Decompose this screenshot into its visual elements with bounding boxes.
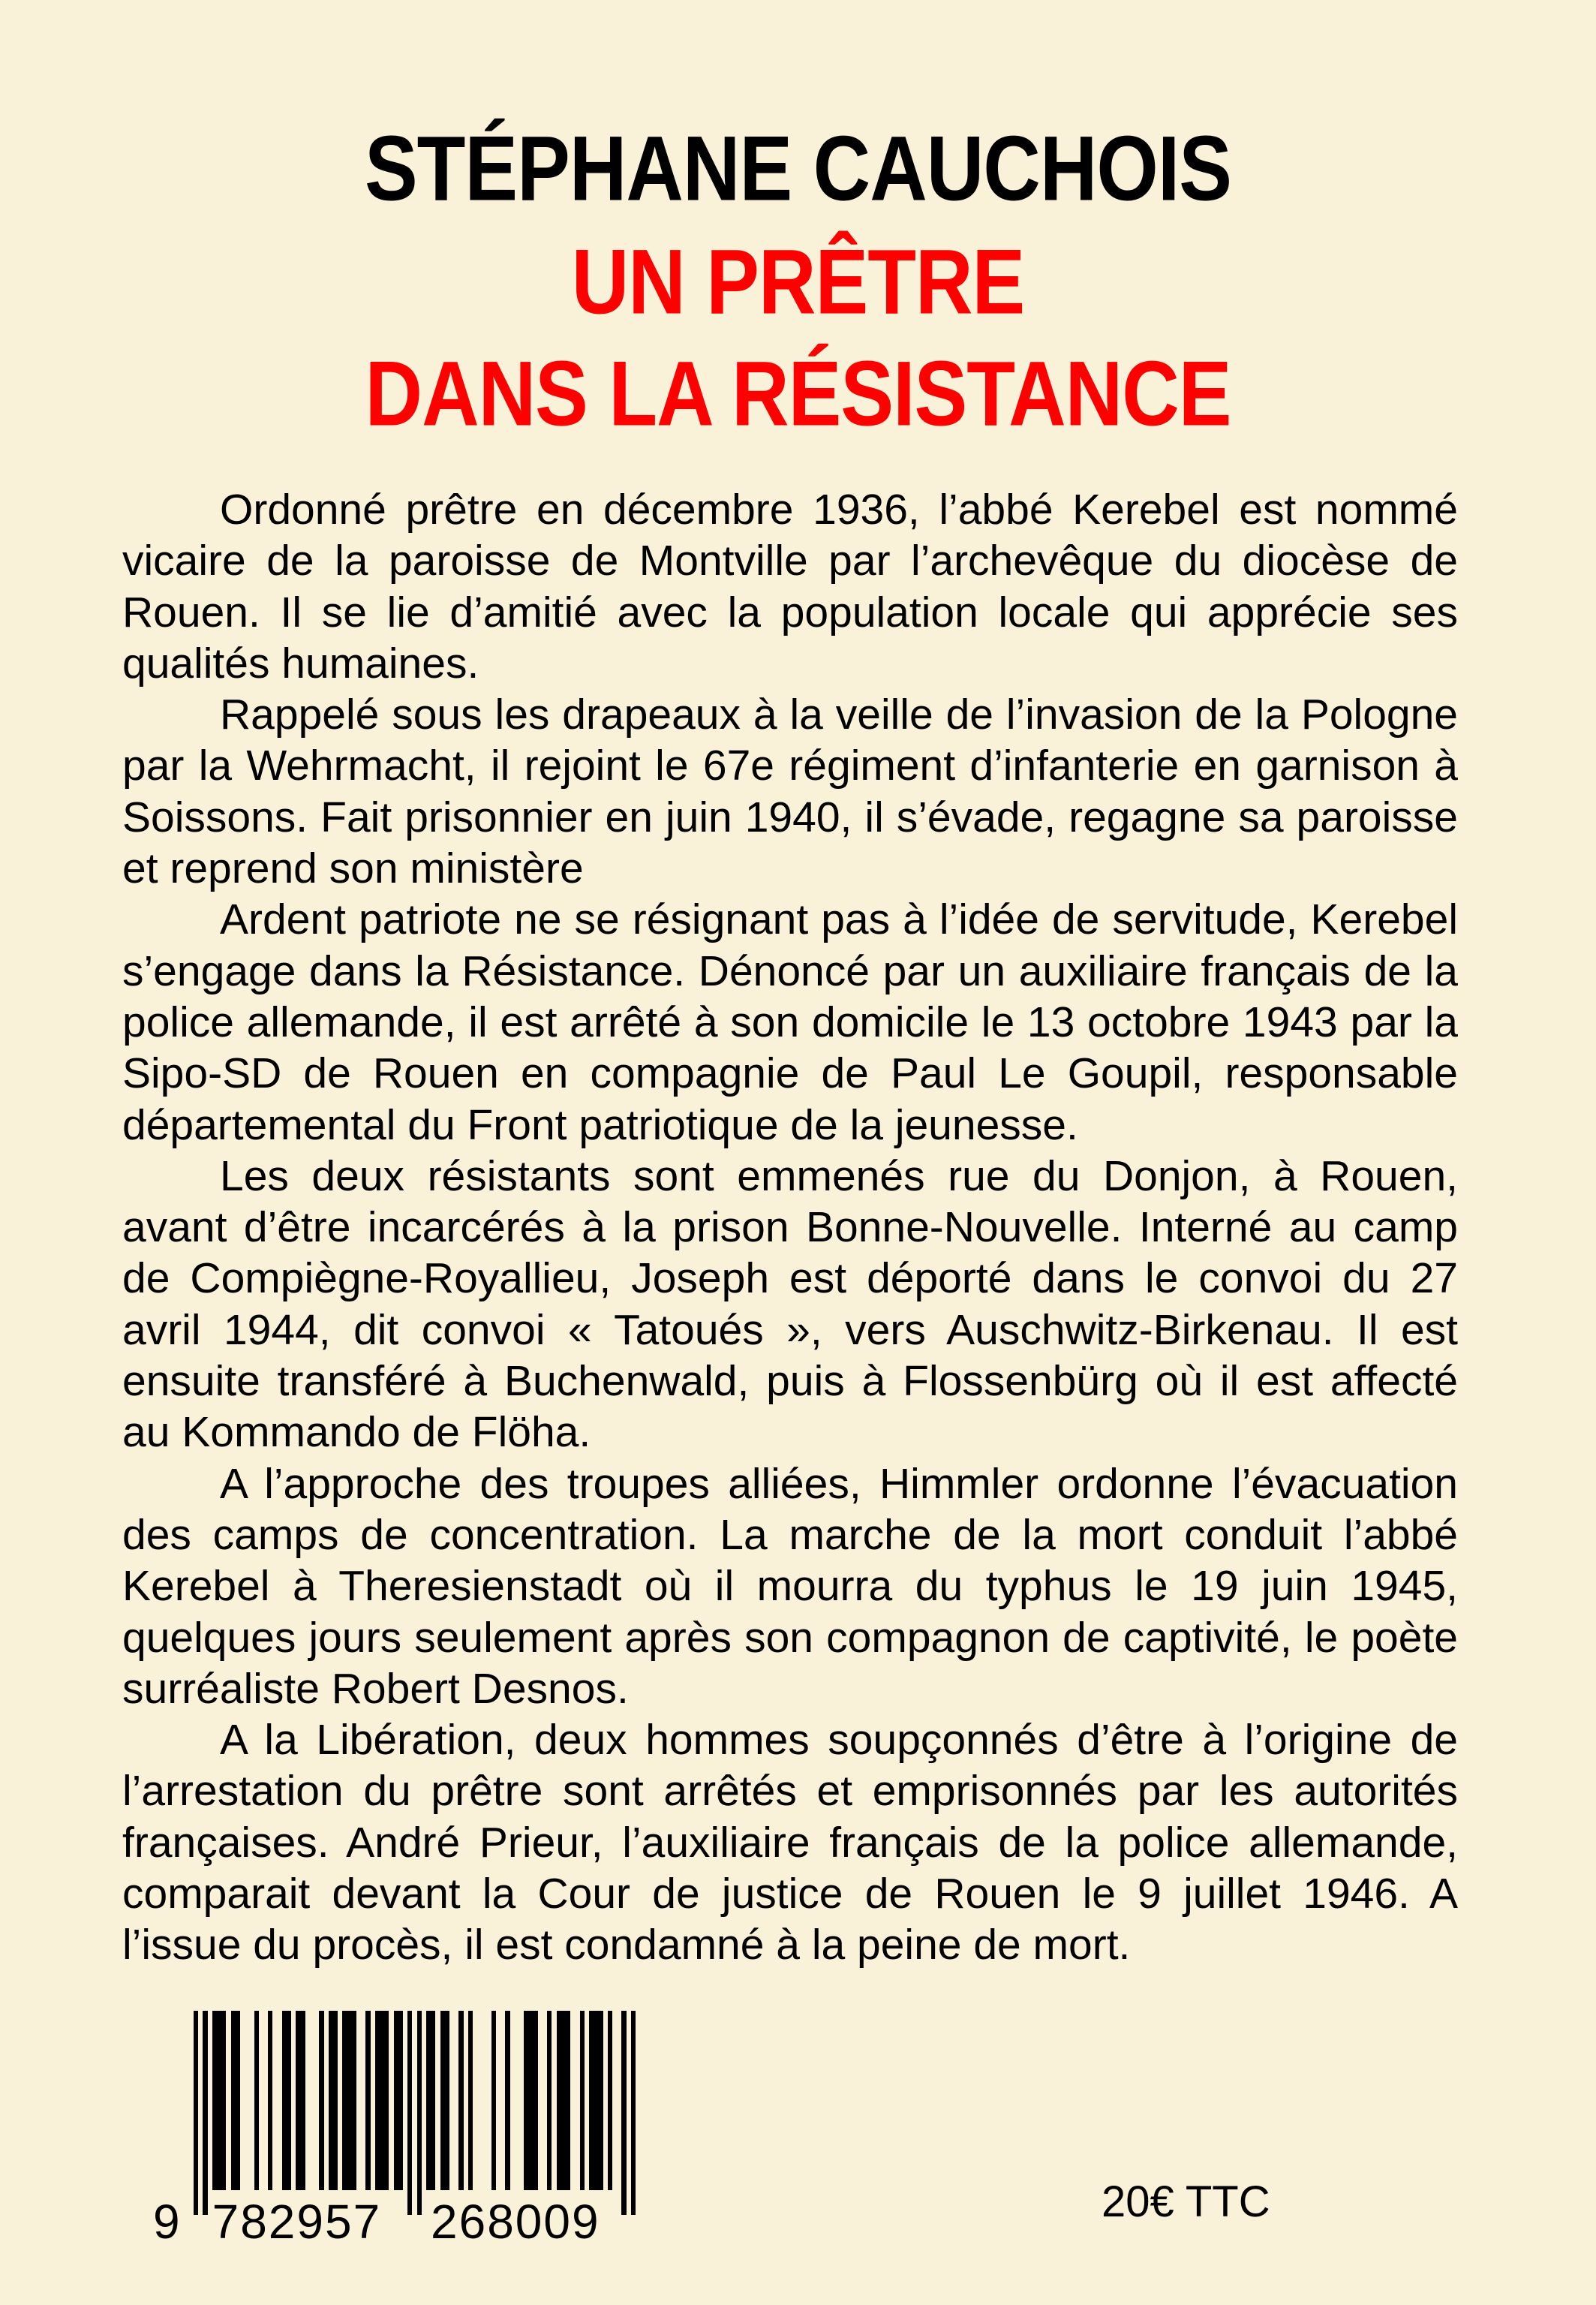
barcode-bar [282, 2011, 291, 2190]
barcode-bar [608, 2011, 612, 2190]
blurb-paragraph: A l’approche des troupes alliées, Himmler ordonne l’évacuation des camps de concentration. La marche de la mort conduit l’abbé Kerebel à Theresienstadt où il mourra du typhus le 19 juin 1945, quelques jours seulement après son compagnon de captivité, le poète surréaliste Robert Desnos. [122, 1459, 1458, 1713]
barcode-bar [212, 2011, 227, 2190]
blurb-paragraph: Ardent patriote ne se résignant pas à l’idée de servitude, Kerebel s’engage dans la Résistance. Dénoncé par un auxiliaire français de la police allemande, il est arrêté à son domicile le 13 octobre 1943 par la Sipo-SD de Rouen en compagnie de Paul Le Goupil, responsable départemental du Front patriotique de la jeunesse. [122, 895, 1458, 1149]
barcode-right-digits: 268009 [431, 2195, 600, 2249]
blurb-paragraph: Ordonné prêtre en décembre 1936, l’abbé Kerebel est nommé vicaire de la paroisse de Montville par l’archevêque du diocèse de Rouen. Il se lie d’amitié avec la population locale qui apprécie ses qualités humaines. [122, 486, 1458, 688]
barcode-guard-bar [203, 2011, 207, 2215]
barcode-bar [505, 2011, 509, 2190]
barcode-bar [296, 2011, 305, 2190]
barcode-guard-bar [621, 2011, 626, 2215]
book-title-line-2: DANS LA RÉSISTANCE [365, 342, 1231, 445]
barcode-bar [580, 2011, 585, 2190]
barcode-first-digit: 9 [153, 2195, 182, 2249]
barcode-bar [394, 2011, 403, 2190]
book-title-line-1: UN PRÊTRE [571, 230, 1025, 333]
barcode-bar [468, 2011, 473, 2190]
barcode-guard-bar [194, 2011, 198, 2215]
barcode-bar [268, 2011, 272, 2190]
barcode-bar [589, 2011, 603, 2190]
barcode-bar [254, 2011, 259, 2190]
barcode-bar [458, 2011, 463, 2190]
barcode-bar [426, 2011, 435, 2190]
barcode-bar [231, 2011, 240, 2190]
barcode-bar [365, 2011, 370, 2190]
barcode-bar [547, 2011, 552, 2190]
blurb-paragraph: Rappelé sous les drapeaux à la veille de l’invasion de la Pologne par la Wehrmacht, il rejoint le 67e régiment d’infanterie en garnison à Soissons. Fait prisonnier en juin 1940, il s’évade, regagne sa paroisse et reprend son ministère [122, 691, 1458, 893]
barcode-bar [491, 2011, 496, 2190]
barcode-bar [375, 2011, 389, 2190]
author-name: STÉPHANE CAUCHOIS [364, 117, 1231, 220]
barcode-bar [342, 2011, 356, 2190]
barcode-guard-bar [407, 2011, 412, 2215]
back-cover-blurb [122, 484, 1458, 1971]
blurb-paragraph: Les deux résistants sont emmenés rue du Donjon, à Rouen, avant d’être incarcérés à la prison Bonne-Nouvelle. Interné au camp de Compiègne-Royallieu, Joseph est déporté dans le convoi du 27 avril 1944, dit convoi « Tatoués », vers Auschwitz-Birkenau. Il est ensuite transféré à Buchenwald, puis à Flossenbürg où il est affecté au Kommando de Flöha. [122, 1151, 1458, 1457]
isbn-barcode [150, 2004, 675, 2252]
barcode-bar [319, 2011, 323, 2190]
blurb-paragraph: A la Libération, deux hommes soupçonnés d’être à l’origine de l’arrestation du prêtre sont arrêtés et emprisonnés par les autorités françaises. André Prieur, l’auxiliaire français de la police allemande, comparait devant la Cour de justice de Rouen le 9 juillet 1946. A l’issue du procès, il est condamné à la peine de mort. [122, 1716, 1458, 1969]
barcode-bar [329, 2011, 338, 2190]
barcode-bar [557, 2011, 571, 2190]
price-label: 20€ TTC [1102, 2177, 1270, 2226]
barcode-bar [524, 2011, 538, 2190]
barcode-guard-bar [631, 2011, 636, 2215]
barcode-bar [440, 2011, 449, 2190]
barcode-guard-bar [417, 2011, 422, 2215]
barcode-left-digits: 782957 [212, 2195, 382, 2249]
